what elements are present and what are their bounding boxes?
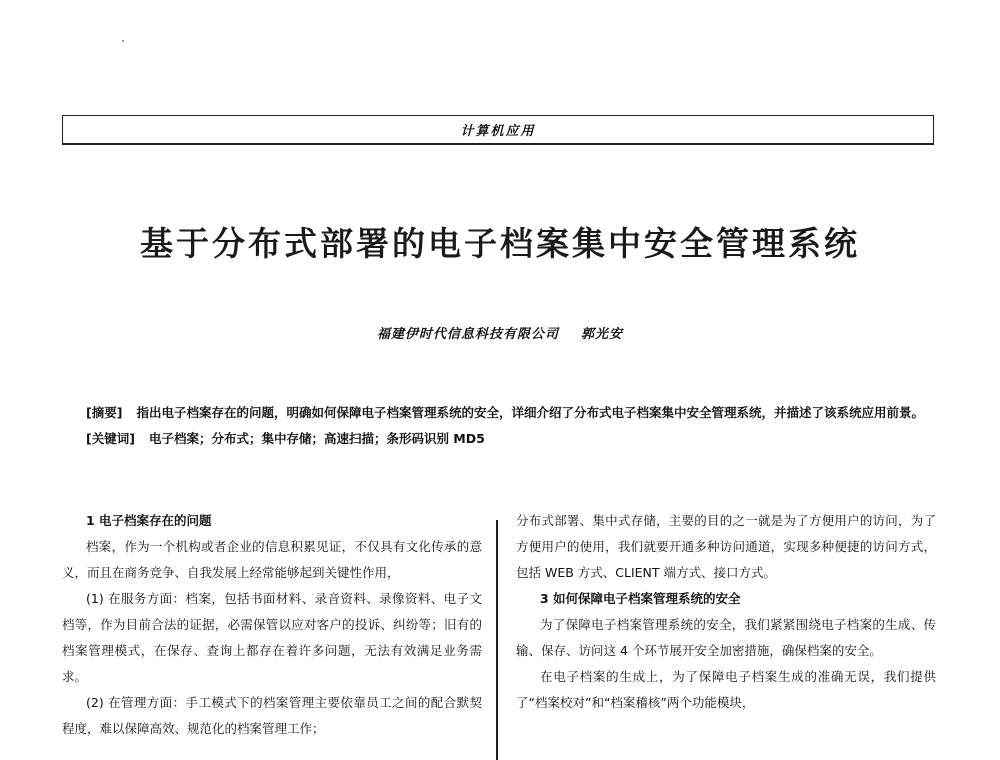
abstract-text: 指出电子档案存在的问题，明确如何保障电子档案管理系统的安全，详细介绍了分布式电子档案集中安全管理系统，并描述了该系统应用前景。: [136, 405, 924, 420]
left-paragraph-2: (1) 在服务方面：档案，包括书面材料、录音资料、录像资料、电子文档等，作为目前合法的证据，必需保管以应对客户的投诉、纠纷等；旧有的档案管理模式，在保存、查询上都存在着许多问题，无法有效满足业务需求。: [62, 591, 482, 684]
section-banner: [62, 115, 934, 145]
section-heading-1: 1 电子档案存在的问题: [86, 513, 212, 528]
paper-title: 基于分布式部署的电子档案集中安全管理系统: [140, 224, 860, 263]
left-paragraph-1: 档案，作为一个机构或者企业的信息积累见证，不仅具有文化传承的意义，而且在商务竞争、自我发展上经常能够起到关键性作用，: [62, 539, 482, 580]
left-column: [62, 508, 482, 742]
right-paragraph-2: 为了保障电子档案管理系统的安全，我们紧紧围绕电子档案的生成、传输、保存、访问这 4 个环节展开安全加密措施，确保档案的安全。: [516, 617, 936, 658]
keywords-paragraph: [62, 426, 934, 452]
right-paragraph-3: 在电子档案的生成上，为了保障电子档案生成的准确无误，我们提供了“档案校对”和“档案稽核”两个功能模块，: [516, 669, 936, 710]
left-paragraph-3: (2) 在管理方面：手工模式下的档案管理主要依靠员工之间的配合默契程度，难以保障高效、规范化的档案管理工作；: [62, 695, 482, 736]
keywords-label: [关键词]: [86, 431, 135, 446]
abstract-label: [摘要]: [86, 405, 123, 420]
abstract-block: [62, 400, 934, 452]
byline: [0, 323, 1000, 342]
section-heading-3: 3 如何保障电子档案管理系统的安全: [540, 591, 741, 606]
affiliation: 福建伊时代信息科技有限公司: [376, 327, 559, 342]
keywords-text: 电子档案；分布式；集中存储；高速扫描；条形码识别 MD5: [148, 431, 485, 446]
banner-label: 计算机应用: [460, 124, 536, 139]
scan-speck: [122, 40, 124, 42]
right-column: [516, 508, 936, 716]
column-divider: [496, 520, 498, 760]
author: 郭光安: [581, 327, 624, 342]
right-paragraph-1: 分布式部署、集中式存储，主要的目的之一就是为了方便用户的访问，为了方便用户的使用，我们就要开通多种访问通道，实现多种便捷的访问方式，包括 WEB 方式、CLIENT 端方式、接口方式。: [516, 513, 936, 580]
abstract-paragraph: [62, 400, 934, 426]
